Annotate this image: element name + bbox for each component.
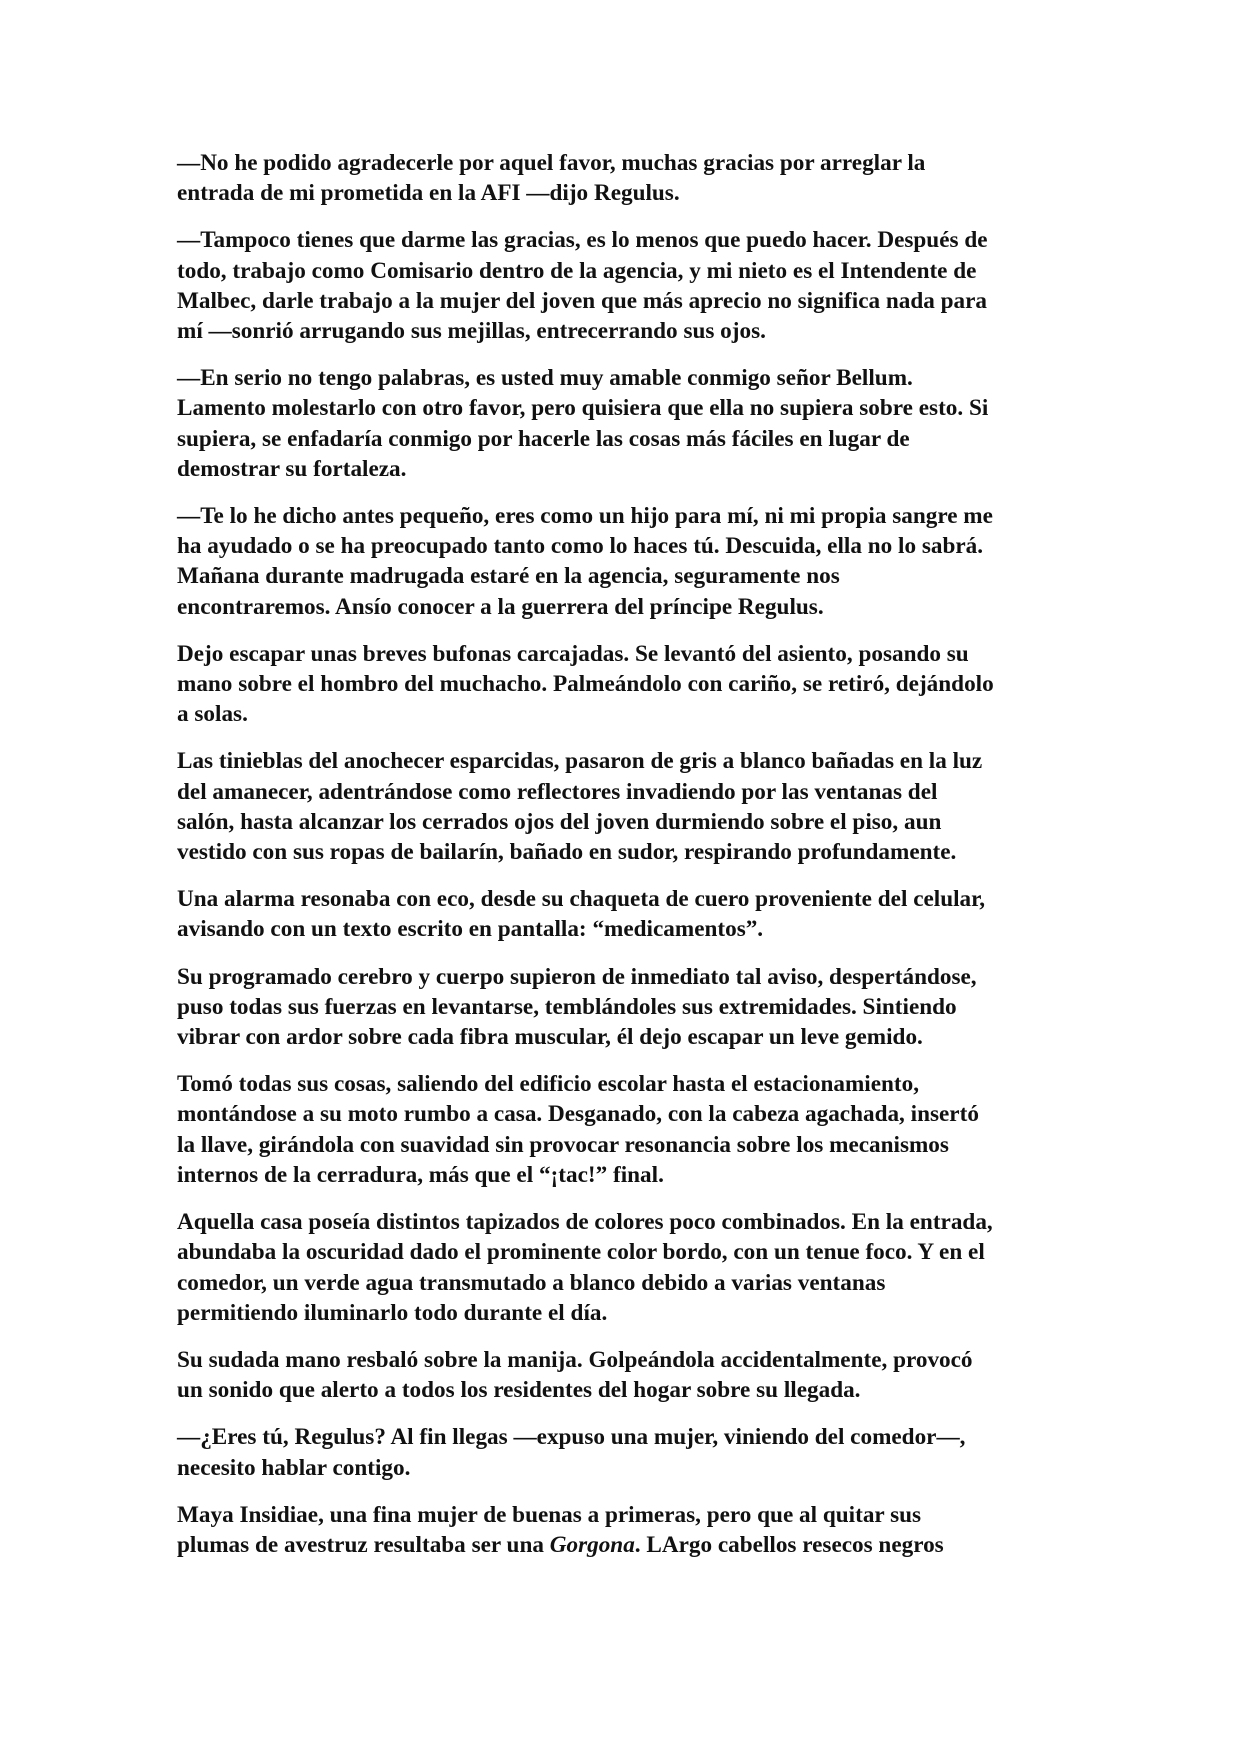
text-line: Malbec, darle trabajo a la mujer del joven que más aprecio no significa nada para [177, 287, 988, 314]
text-line: encontraremos. Ansío conocer a la guerrera del príncipe Regulus. [177, 593, 824, 620]
text-line: vestido con sus ropas de bailarín, bañado en sudor, respirando profundamente. [177, 839, 957, 866]
text-line: del amanecer, adentrándose como reflectores invadiendo por las ventanas del [177, 778, 938, 805]
text-line: Una alarma resonaba con eco, desde su chaqueta de cuero proveniente del celular, [177, 886, 986, 913]
paragraph-8 [177, 962, 1077, 1053]
text-line: Maya Insidiae, una fina mujer de buenas a primeras, pero que al quitar sus [177, 1501, 922, 1528]
text-line: permitiendo iluminarlo todo durante el día. [177, 1299, 608, 1326]
text-line: entrada de mi prometida en la AFI —dijo Regulus. [177, 180, 680, 207]
text-line: salón, hasta alcanzar los cerrados ojos del joven durmiendo sobre el piso, aun [177, 808, 942, 835]
document-body [177, 148, 1077, 1577]
paragraph-4 [177, 501, 1077, 622]
paragraph-6 [177, 746, 1077, 867]
paragraph-11 [177, 1345, 1077, 1405]
text-line: Mañana durante madrugada estaré en la agencia, seguramente nos [177, 563, 840, 590]
text-line: puso todas sus fuerzas en levantarse, temblándoles sus extremidades. Sintiendo [177, 993, 957, 1020]
text-line: un sonido que alerto a todos los residentes del hogar sobre su llegada. [177, 1377, 861, 1404]
text-line: ha ayudado o se ha preocupado tanto como lo haces tú. Descuida, ella no lo sabrá. [177, 533, 984, 560]
text-line: demostrar su fortaleza. [177, 455, 407, 482]
text-line: —En serio no tengo palabras, es usted muy amable conmigo señor Bellum. [177, 365, 913, 392]
text-line: mí —sonrió arrugando sus mejillas, entrecerrando sus ojos. [177, 318, 766, 345]
text-line: necesito hablar contigo. [177, 1454, 411, 1481]
text-line: Tomó todas sus cosas, saliendo del edificio escolar hasta el estacionamiento, [177, 1071, 920, 1098]
paragraph-10 [177, 1207, 1077, 1328]
paragraph-13 [177, 1500, 1077, 1560]
paragraph-1 [177, 148, 1077, 208]
paragraph-2 [177, 225, 1077, 346]
text-line: —No he podido agradecerle por aquel favor, muchas gracias por arreglar la [177, 150, 926, 176]
text-line: —Te lo he dicho antes pequeño, eres como un hijo para mí, ni mi propia sangre me [177, 503, 993, 530]
text-line: supiera, se enfadaría conmigo por hacerle las cosas más fáciles en lugar de [177, 425, 910, 452]
paragraph-7 [177, 884, 1077, 944]
text-line: Su programado cerebro y cuerpo supieron de inmediato tal aviso, despertándose, [177, 963, 977, 990]
text-line: comedor, un verde agua transmutado a blanco debido a varias ventanas [177, 1269, 886, 1296]
text-line: Aquella casa poseía distintos tapizados de colores poco combinados. En la entrada, [177, 1209, 993, 1236]
paragraph-9 [177, 1069, 1077, 1190]
paragraph-3 [177, 363, 1077, 484]
text-line [177, 1530, 1077, 1560]
text-line: mano sobre el hombro del muchacho. Palmeándolo con cariño, se retiró, dejándolo [177, 671, 994, 698]
text-line: Las tinieblas del anochecer esparcidas, pasaron de gris a blanco bañadas en la luz [177, 748, 983, 775]
text-line: Lamento molestarlo con otro favor, pero quisiera que ella no supiera sobre esto. Si [177, 395, 989, 422]
text-line: internos de la cerradura, más que el “¡tac!” final. [177, 1161, 664, 1188]
text-run: . LArgo cabellos resecos negros [634, 1531, 944, 1558]
text-line: la llave, girándola con suavidad sin provocar resonancia sobre los mecanismos [177, 1131, 949, 1158]
text-line: vibrar con ardor sobre cada fibra muscular, él dejo escapar un leve gemido. [177, 1024, 923, 1051]
text-line: avisando con un texto escrito en pantalla: “medicamentos”. [177, 916, 764, 943]
text-line: —¿Eres tú, Regulus? Al fin llegas —expuso una mujer, viniendo del comedor—, [177, 1424, 966, 1451]
text-run: plumas de avestruz resultaba ser una [177, 1531, 550, 1558]
text-line: abundaba la oscuridad dado el prominente color bordo, con un tenue foco. Y en el [177, 1239, 985, 1266]
paragraph-12 [177, 1422, 1077, 1482]
text-line: Dejo escapar unas breves bufonas carcajadas. Se levantó del asiento, posando su [177, 640, 969, 667]
text-line: todo, trabajo como Comisario dentro de la agencia, y mi nieto es el Intendente de [177, 257, 977, 284]
text-line: —Tampoco tienes que darme las gracias, es lo menos que puedo hacer. Después de [177, 227, 988, 254]
text-line: montándose a su moto rumbo a casa. Desganado, con la cabeza agachada, insertó [177, 1101, 979, 1128]
text-line: Su sudada mano resbaló sobre la manija. Golpeándola accidentalmente, provocó [177, 1346, 973, 1373]
italic-word: Gorgona [549, 1531, 635, 1558]
text-line: a solas. [177, 701, 248, 728]
paragraph-5 [177, 639, 1077, 730]
